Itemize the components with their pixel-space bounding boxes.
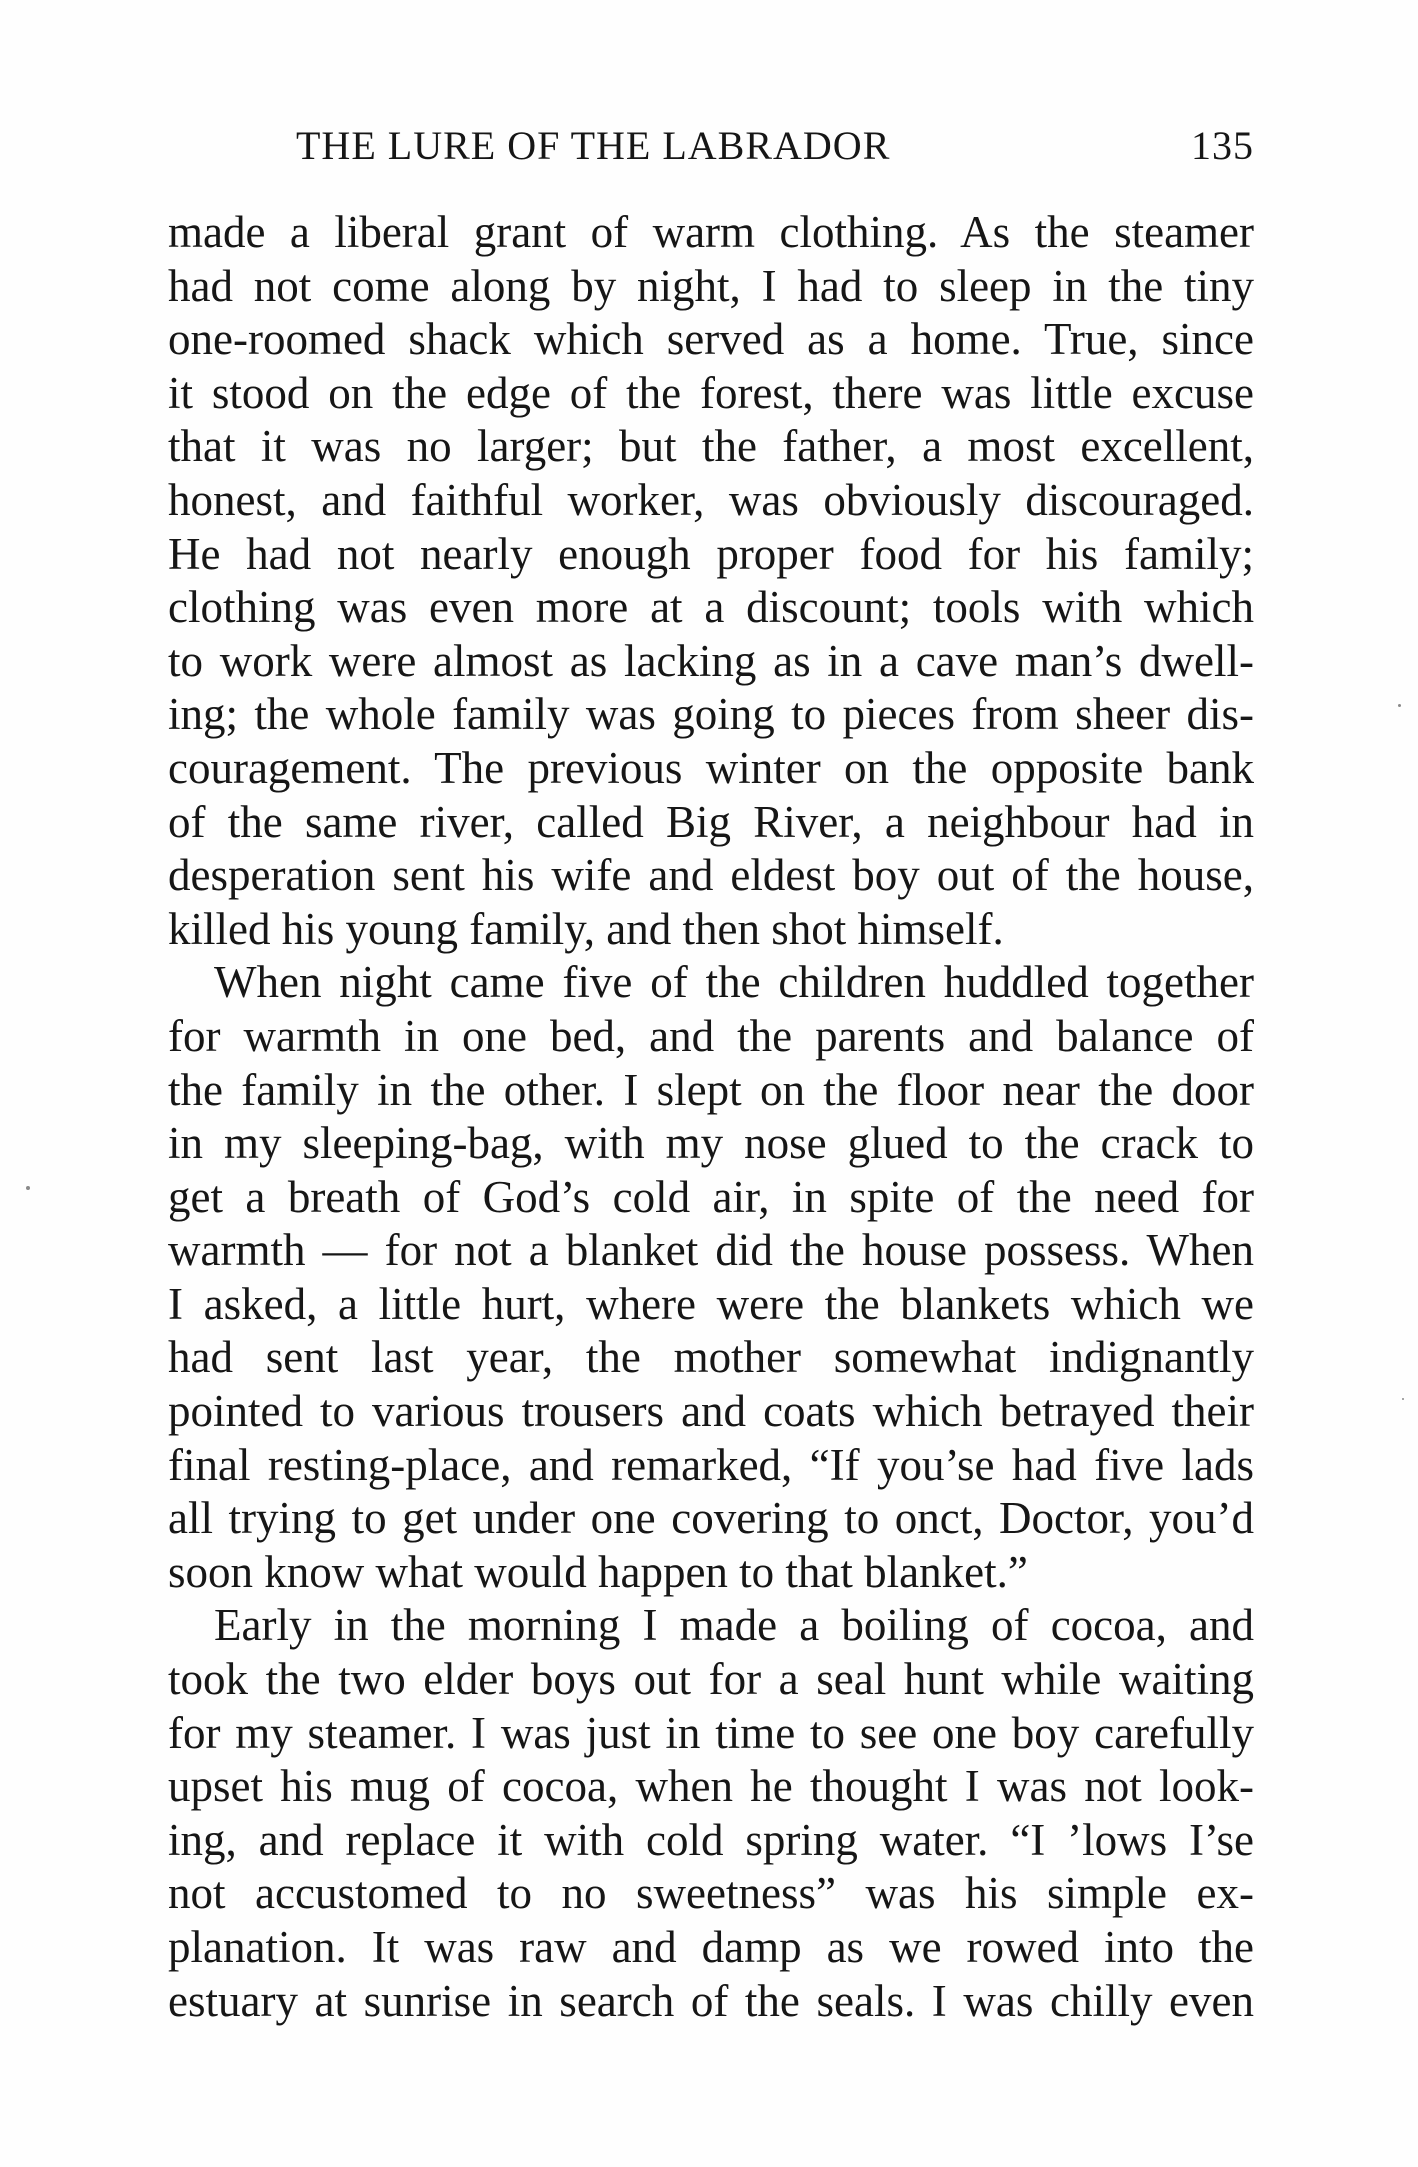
text-line: all trying to get under one covering to onct, Doctor, you’d <box>168 1493 1254 1544</box>
text-line: ing, and replace it with cold spring water. “I ’lows I’se <box>168 1814 1254 1865</box>
text-line: that it was no larger; but the father, a most excellent, <box>168 421 1254 472</box>
text-line: upset his mug of cocoa, when he thought I was not look- <box>168 1761 1254 1812</box>
paragraph-start-line: When night came five of the children huddled together <box>214 957 1254 1008</box>
text-line: He had not nearly enough proper food for his family; <box>168 528 1254 579</box>
text-line: had not come along by night, I had to sleep in the tiny <box>168 260 1254 311</box>
text-line: the family in the other. I slept on the floor near the door <box>168 1064 1254 1115</box>
scan-speck <box>1398 704 1401 707</box>
text-line: ing; the whole family was going to pieces from sheer dis- <box>168 689 1254 740</box>
paragraph-end-line: killed his young family, and then shot himself. <box>168 903 1004 954</box>
text-line: in my sleeping-bag, with my nose glued to the crack to <box>168 1118 1254 1169</box>
text-line: had sent last year, the mother somewhat indignantly <box>168 1332 1254 1383</box>
text-line: get a breath of God’s cold air, in spite of the need for <box>168 1171 1254 1222</box>
paragraph-end-line: soon know what would happen to that blanket.” <box>168 1546 1028 1597</box>
running-head <box>168 122 1254 172</box>
text-line: desperation sent his wife and eldest boy out of the house, <box>168 850 1254 901</box>
scan-speck <box>26 1186 30 1190</box>
text-line: final resting-place, and remarked, “If you’se had five lads <box>168 1439 1254 1490</box>
text-line: for warmth in one bed, and the parents and balance of <box>168 1010 1254 1061</box>
text-line: it stood on the edge of the forest, there was little excuse <box>168 367 1254 418</box>
text-line: honest, and faithful worker, was obviously discouraged. <box>168 474 1254 525</box>
text-line: planation. It was raw and damp as we rowed into the <box>168 1922 1254 1972</box>
text-line: made a liberal grant of warm clothing. As the steamer <box>168 207 1254 257</box>
scan-speck <box>1402 1398 1404 1400</box>
text-line: for my steamer. I was just in time to see one boy carefully <box>168 1707 1254 1758</box>
text-line: clothing was even more at a discount; tools with which <box>168 582 1254 633</box>
paragraph-start-line: Early in the morning I made a boiling of cocoa, and <box>214 1600 1254 1651</box>
text-line: took the two elder boys out for a seal hunt while waiting <box>168 1654 1254 1705</box>
text-line: pointed to various trousers and coats which betrayed their <box>168 1386 1254 1437</box>
body-text <box>168 206 1254 2028</box>
text-line: to work were almost as lacking as in a cave man’s dwell- <box>168 635 1254 686</box>
text-line: one-roomed shack which served as a home. True, since <box>168 314 1254 365</box>
text-line: estuary at sunrise in search of the seals. I was chilly even <box>168 1975 1254 2026</box>
text-line: of the same river, called Big River, a neighbour had in <box>168 796 1254 847</box>
text-line: not accustomed to no sweetness” was his simple ex- <box>168 1868 1254 1919</box>
text-line: I asked, a little hurt, where were the blankets which we <box>168 1278 1254 1329</box>
text-line: warmth — for not a blanket did the house possess. When <box>168 1225 1254 1276</box>
page-number: 135 <box>1191 123 1254 168</box>
text-line: couragement. The previous winter on the opposite bank <box>168 742 1254 793</box>
running-title: THE LURE OF THE LABRADOR <box>296 123 891 168</box>
